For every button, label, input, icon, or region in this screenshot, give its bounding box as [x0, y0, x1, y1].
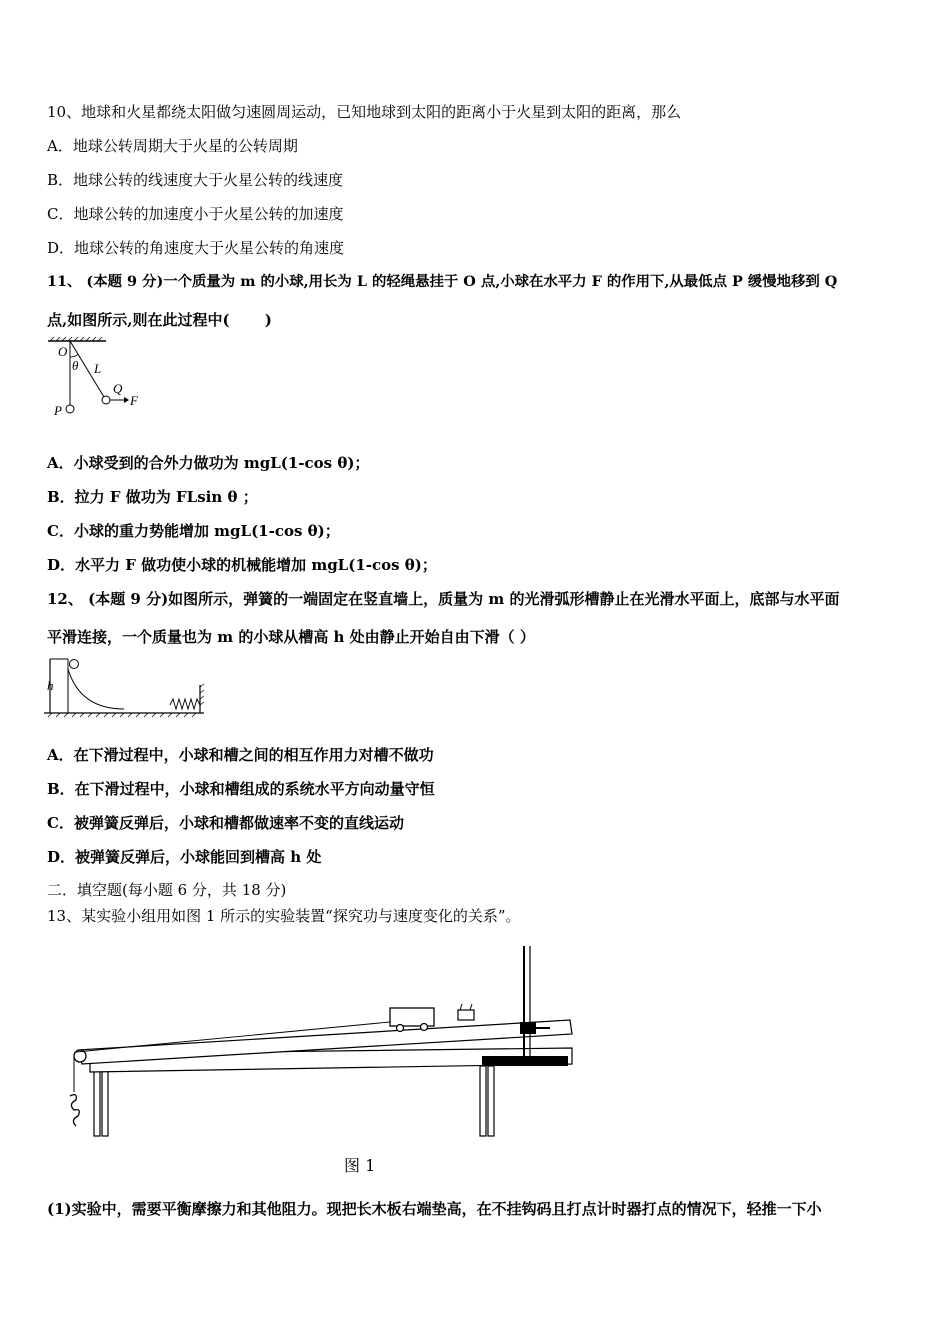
experiment-apparatus-figure [60, 940, 590, 1140]
q11-option-c: C．小球的重力势能增加 mgL(1-cos θ)； [47, 522, 340, 540]
label-theta: θ [72, 358, 79, 373]
q11-option-d: D．水平力 F 做功使小球的机械能增加 mgL(1-cos θ)； [47, 556, 437, 574]
q10-option-d: D．地球公转的角速度大于火星公转的角速度 [47, 239, 345, 257]
label-p: P [54, 403, 62, 418]
q12-option-d: D．被弹簧反弹后，小球能回到槽高 h 处 [47, 848, 322, 866]
q10-option-b: B．地球公转的线速度大于火星公转的线速度 [47, 171, 344, 189]
label-f: F [130, 393, 138, 408]
q10-stem: 10、地球和火星都绕太阳做匀速圆周运动，已知地球到太阳的距离小于火星到太阳的距离，那么 [47, 103, 682, 121]
label-h: h [47, 678, 54, 693]
label-q: Q [113, 381, 123, 396]
q12-stem-line2: 平滑连接，一个质量也为 m 的小球从槽高 h 处由静止开始自由下滑（ ） [47, 628, 535, 646]
q10-option-a: A．地球公转周期大于火星的公转周期 [47, 137, 298, 155]
label-o: O [58, 344, 68, 359]
figure1-caption: 图 1 [344, 1156, 376, 1175]
q12-option-c: C．被弹簧反弹后，小球和槽都做速率不变的直线运动 [47, 814, 404, 832]
q11-stem-line1: 11、 (本题 9 分)一个质量为 m 的小球,用长为 L 的轻绳悬挂于 O 点,小球在水平力 F 的作用下,从最低点 P 缓慢地移到 Q [47, 273, 838, 290]
pendulum-figure [40, 335, 150, 425]
q11-option-b: B．拉力 F 做功为 FLsin θ ； [47, 488, 258, 506]
q11-stem-line2: 点,如图所示,则在此过程中( ) [47, 311, 272, 329]
label-l: L [94, 361, 102, 376]
q13-part1: (1)实验中，需要平衡摩擦力和其他阻力。现把长木板右端垫高，在不挂钩码且打点计时器打点的情况下，轻推一下小 [47, 1200, 822, 1218]
q11-option-a: A．小球受到的合外力做功为 mgL(1-cos θ)； [47, 454, 370, 472]
q10-option-c: C．地球公转的加速度小于火星公转的加速度 [47, 205, 344, 223]
q12-option-a: A．在下滑过程中，小球和槽之间的相互作用力对槽不做功 [47, 746, 434, 764]
q12-option-b: B．在下滑过程中，小球和槽组成的系统水平方向动量守恒 [47, 780, 435, 798]
q13-stem: 13、某实验小组用如图 1 所示的实验装置“探究功与速度变化的关系”。 [47, 907, 521, 925]
slope-spring-figure [44, 657, 210, 721]
section2-title: 二．填空题(每小题 6 分，共 18 分) [47, 881, 287, 899]
q12-stem-line1: 12、 (本题 9 分)如图所示，弹簧的一端固定在竖直墙上，质量为 m 的光滑弧形槽静止在光滑水平面上，底部与水平面 [47, 590, 840, 608]
